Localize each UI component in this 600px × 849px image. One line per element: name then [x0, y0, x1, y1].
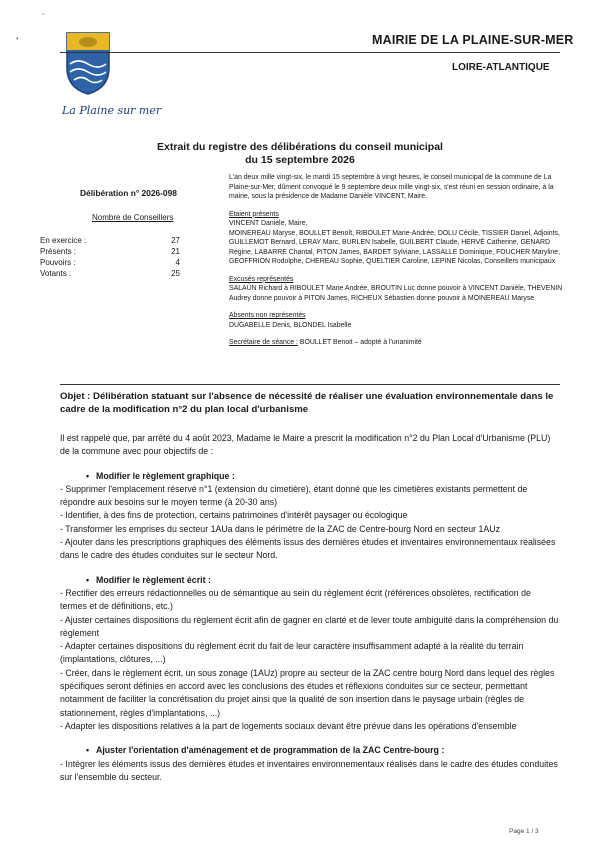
header-divider [60, 52, 560, 53]
count-row [40, 236, 180, 247]
excused-list: SALAÜN Richard à RIBOULET Marie Andrée, BROUTIN Luc donne pouvoir à VINCENT Danièle, THEVENIN Audrey donne pouvoir à PITON James, RICHEUX Sébastien donne pouvoir à MOINEREAU Maryse [229, 285, 563, 302]
count-value: 25 [171, 269, 180, 278]
session-preamble [229, 173, 563, 348]
count-value: 21 [171, 247, 180, 256]
counts-heading: Nombre de Conseillers [92, 213, 174, 222]
secretary-line [229, 338, 563, 348]
objet-statement: Objet : Délibération statuant sur l'absence de nécessité de réaliser une évaluation environnementale dans le cadre de la modification n°2 du plan local d'urbanisme [60, 391, 554, 415]
section-item: - Intégrer les éléments issus des dernières études et inventaires environnementaux réalisés dans le cadre des études conduites sur l'ensemble du secteur. [60, 758, 558, 782]
count-row [40, 247, 180, 258]
scan-mark: • [16, 36, 19, 43]
preamble-intro: L'an deux mille vingt-six, le mardi 15 septembre à vingt heures, le conseil municipal de la commune de La Plaine-sur-Mer, dûment convoqué le 9 septembre deux mille vingt-six, s'est réuni en session ordinaire, à la mairie, sous la présidence de Madame Danièle VINCENT, Maire. [229, 174, 554, 200]
count-label: En exercice : [40, 236, 87, 245]
absent-heading: Absents non représentés [229, 312, 306, 319]
section-item: - Ajouter dans les prescriptions graphiques des éléments issus des dernières études et inventaires environnementaux réalisées dans le cadre des études conduites sur le secteur Nord. [60, 537, 556, 561]
present-heading: Etaient présents [229, 210, 279, 218]
brand-signature: La Plaine sur mer [62, 104, 162, 117]
section-item: - Adapter les dispositions relatives à la part de logements sociaux devant être prévue dans les opérations d'ensemble [60, 720, 517, 731]
present-mayor: VINCENT Danièle, Maire, [229, 220, 308, 227]
deliberation-body [60, 432, 560, 784]
document-title-line1: Extrait du registre des délibérations du conseil municipal [157, 141, 443, 153]
section-heading: • Modifier le règlement écrit : [60, 574, 560, 587]
page-number: Page 1 / 3 [509, 828, 539, 835]
count-value: 4 [175, 258, 180, 267]
municipal-crest-icon [64, 30, 112, 96]
section-item: - Créer, dans le règlement écrit, un sous zonage (1AUz) propre au secteur de la ZAC centre bourg Nord dans lequel des règles spécifiques seront définies en accord avec les conclusions des études et réflexions conduites sur ce secteur, permettant notamment de faciliter la concrétisation du projet ainsi que la qualité de son insertion dans le paysage urbain (règles de stationnement, règles d'implantations, ...) [60, 667, 555, 718]
count-label: Pouvoirs : [40, 258, 76, 267]
secretary-heading: Secrétaire de séance : [229, 339, 298, 346]
region-label: LOIRE-ATLANTIQUE [452, 62, 550, 73]
section-item: - Ajuster certaines dispositions du règlement écrit afin de gagner en clarté et de lever toute ambiguité dans la compréhension du règlement [60, 614, 559, 638]
count-label: Présents : [40, 247, 77, 256]
present-councillors: GUILLEMOT Bernard, LERAY Marc, BURLEN Isabelle, GUILBERT Claude, HERVÉ Catherine, GENARD Régine, LABARRE Chantal, PITON James, BARDET Sylviane, LASSALLE Dominique, FOUCHER Maryline, GEOFFRION Rodolphe, CHEREAU Sophie, QUELTIER Caroline, LEPINE Nicolas, Conseillers municipaux [229, 239, 561, 265]
present-adjoints: MOINEREAU Maryse, BOULLET Benoît, RIBOULET Marie-Andrée, DOLU Cécile, TISSIER Daniel, Adjoints, [229, 229, 560, 237]
section-heading: • Ajuster l'orientation d'aménagement et de programmation de la ZAC Centre-bourg : [60, 744, 560, 757]
section-heading: • Modifier le règlement graphique : [60, 470, 560, 483]
section-item: - Adapter certaines dispositions du règlement écrit du fait de leur caractère insuffisamment adapté à la réalité du terrain (implantations, clôtures, ...) [60, 641, 524, 665]
body-intro: Il est rappelé que, par arrêté du 4 août 2023, Madame le Maire a prescrit la modification n°2 du Plan Local d'Urbanisme (PLU) de la commune avec pour objectifs de : [60, 433, 551, 457]
section-item: - Identifier, à des fins de protection, certains patrimoines d'intérêt paysager ou écologique [60, 510, 408, 521]
document-title [0, 141, 600, 167]
section-item: - Transformer les emprises du secteur 1AUa dans le périmètre de la ZAC de Centre-bourg Nord en secteur 1AUz [60, 523, 501, 534]
count-row [40, 258, 180, 269]
secretary-name: BOULLET Benoit – adopté à l'unanimité [297, 339, 422, 346]
section-item: - Supprimer l'emplacement réservé n°1 (extension du cimetière), étant donné que les cimetières existants permettent de répondre aux besoins sur le moyen terme (à 20-30 ans) [60, 483, 528, 508]
count-label: Votants : [40, 269, 72, 278]
deliberation-number: Délibération n° 2026-098 [80, 188, 177, 198]
document-title-line2: du 15 septembre 2026 [245, 154, 355, 166]
section-item: - Rectifier des erreurs rédactionnelles ou de sémantique au sein du règlement écrit (références obsolètes, rectification de termes et de définitions, etc.) [60, 587, 531, 612]
excused-heading: Excusés représentés [229, 275, 294, 283]
objet-divider [60, 384, 560, 385]
count-value: 27 [171, 236, 180, 245]
mairie-title: MAIRIE DE LA PLAINE-SUR-MER [372, 33, 574, 47]
count-row [40, 269, 180, 280]
absent-list: DUGABELLE Denis, BLONDEL Isabelle [229, 321, 352, 329]
scan-mark: ˜ [42, 14, 45, 21]
